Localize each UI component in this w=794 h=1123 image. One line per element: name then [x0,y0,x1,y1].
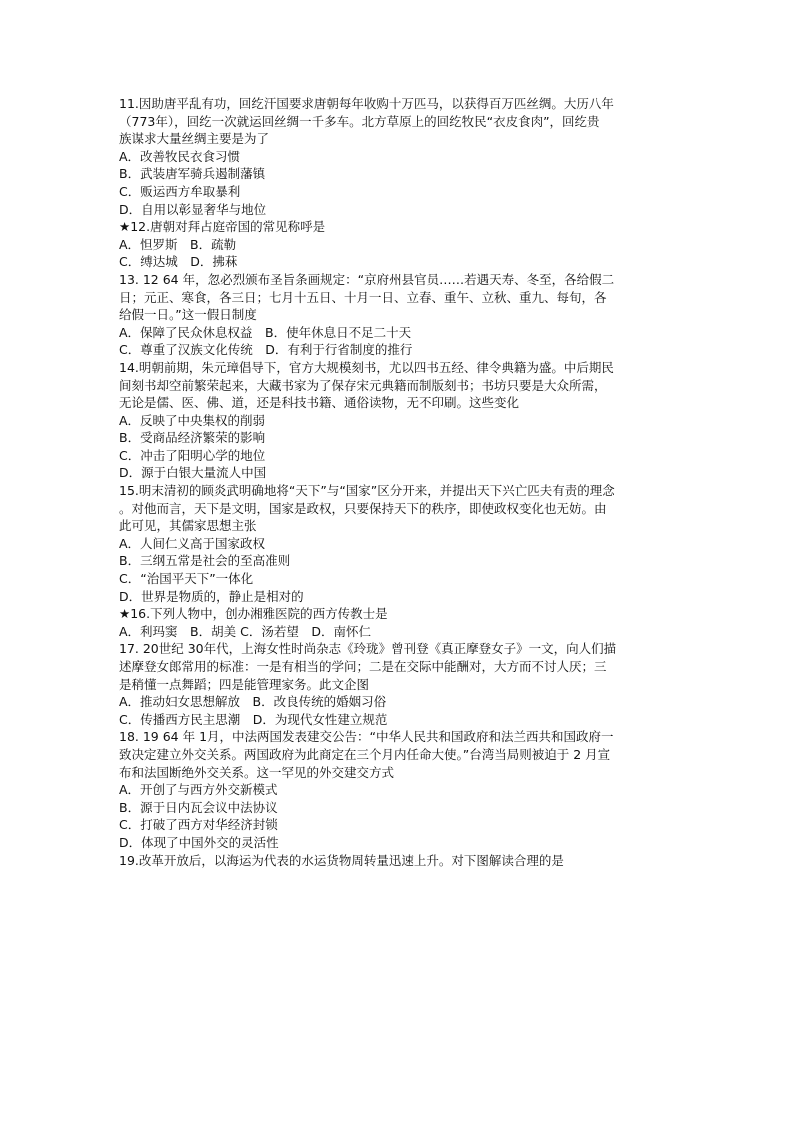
text-line: 间刻书却空前繁荣起来，大藏书家为了保存宋元典籍而制版刻书；书坊只要是大众所需， [119,377,607,393]
text-line: B．受商品经济繁荣的影响 [119,430,266,446]
exam-page [119,95,679,869]
question-text: 17. 20世纪 30年代，上海女性时尚杂志《玲珑》曾刊登《真正摩登女子》一文，向人们描 [119,641,617,657]
text-line: C．打破了西方对华经济封锁 [119,817,278,833]
text-line: D．体现了中国外交的灵活性 [119,834,279,850]
text-line: C．缚达城 D．拂菻 [119,254,238,270]
text-line: 无论是儒、医、佛、道，还是科技书籍、通俗读物，无不印刷。这些变化 [119,395,520,411]
text-line: 是稍懂一点舞蹈；四是能管理家务。此文企图 [119,676,370,692]
question-text: 13. 12 64 年，忽必烈颁布圣旨条画规定：“京府州县官员……若遇天寿、冬至，各给假二 [119,271,615,287]
text-line: B．三纲五常是社会的至高准则 [119,553,291,569]
text-line: B．源于日内瓦会议中法协议 [119,799,278,815]
text-line: 致决定建立外交关系。两国政府为此商定在三个月内任命大使。”台湾当局则被迫于 2 月宣 [119,746,611,762]
text-line: C．尊重了汉族文化传统 D．有利于行省制度的推行 [119,342,413,358]
question-8 [119,728,679,851]
text-line: C．冲击了阳明心学的地位 [119,447,266,463]
text-line: （773年），回纥一次就运回丝绸一千多车。北方草原上的回纥牧民“衣皮食肉”，回纥贵 [119,113,600,129]
text-line: D．自用以彰显奢华与地位 [119,201,267,217]
text-line: A．推动妇女思想解放 B．改良传统的婚姻习俗 [119,694,387,710]
question-9 [119,852,679,870]
text-line: 。对他而言，天下是文明，国家是政权，只要保持天下的秩序，即使政权变化也无妨。由 [119,500,607,516]
text-line: A．开创了与西方外交新模式 [119,782,278,798]
text-line: A．反映了中央集权的削弱 [119,412,266,428]
text-line: 布和法国断绝外交关系。这一罕见的外交建交方式 [119,764,395,780]
question-text: 18. 19 64 年 1月，中法两国发表建交公告：“中华人民共和国政府和法兰西共和国政府一 [119,729,614,745]
question-text: ★12.唐朝对拜占庭帝国的常见称呼是 [119,219,326,235]
text-line: 日；元正、寒食，各三日；七月十五日、十月一日、立春、重午、立秋、重九、每旬，各 [119,289,607,305]
question-5 [119,482,679,605]
text-line: 族谋求大量丝绸主要是为了 [119,131,270,147]
text-line: A．怛罗斯 B．疏勒 [119,236,237,252]
text-line: A．保障了民众休息权益 B．使年休息日不足二十天 [119,324,412,340]
text-line: D．世界是物质的，静止是相对的 [119,588,304,604]
text-line: C．“治国平天下”一体化 [119,571,254,587]
text-line: 此可见，其儒家思想主张 [119,518,257,534]
text-line: C．贩运西方牟取暴利 [119,183,241,199]
text-line: 述摩登女郎常用的标准：一是有相当的学问；二是在交际中能酬对，大方而不讨人厌；三 [119,659,607,674]
question-6 [119,605,679,640]
text-line: B．武装唐军骑兵遏制藩镇 [119,166,266,182]
text-line: A．利玛窦 B．胡美 C．汤若望 D．南怀仁 [119,623,371,639]
text-line: A．改善牧民衣食习惯 [119,148,241,164]
question-text: 15.明末清初的顾炎武明确地将“天下”与“国家”区分开来，并提出天下兴亡匹夫有责的理念 [119,483,615,499]
text-line: C．传播西方民主思潮 D．为现代女性建立规范 [119,711,388,727]
question-7 [119,640,679,728]
question-3 [119,271,679,359]
question-1 [119,95,679,218]
text-line: 给假一日。”这一假日制度 [119,307,257,323]
text-line: A．人间仁义高于国家政权 [119,535,266,551]
question-text: 11.因助唐平乱有功，回纥汗国要求唐朝每年收购十万匹马，以获得百万匹丝绸。大历八年 [119,96,614,111]
text-line: D．源于白银大量流人中国 [119,465,267,481]
question-4 [119,359,679,482]
question-text: 14.明朝前期，朱元璋倡导下，官方大规模刻书，尤以四书五经、律令典籍为盛。中后期民 [119,359,614,375]
question-text: 19.改革开放后，以海运为代表的水运货物周转量迅速上升。对下图解读合理的是 [119,852,564,868]
question-2 [119,218,679,271]
question-text: ★16.下列人物中，创办湘雅医院的西方传教士是 [119,606,388,622]
